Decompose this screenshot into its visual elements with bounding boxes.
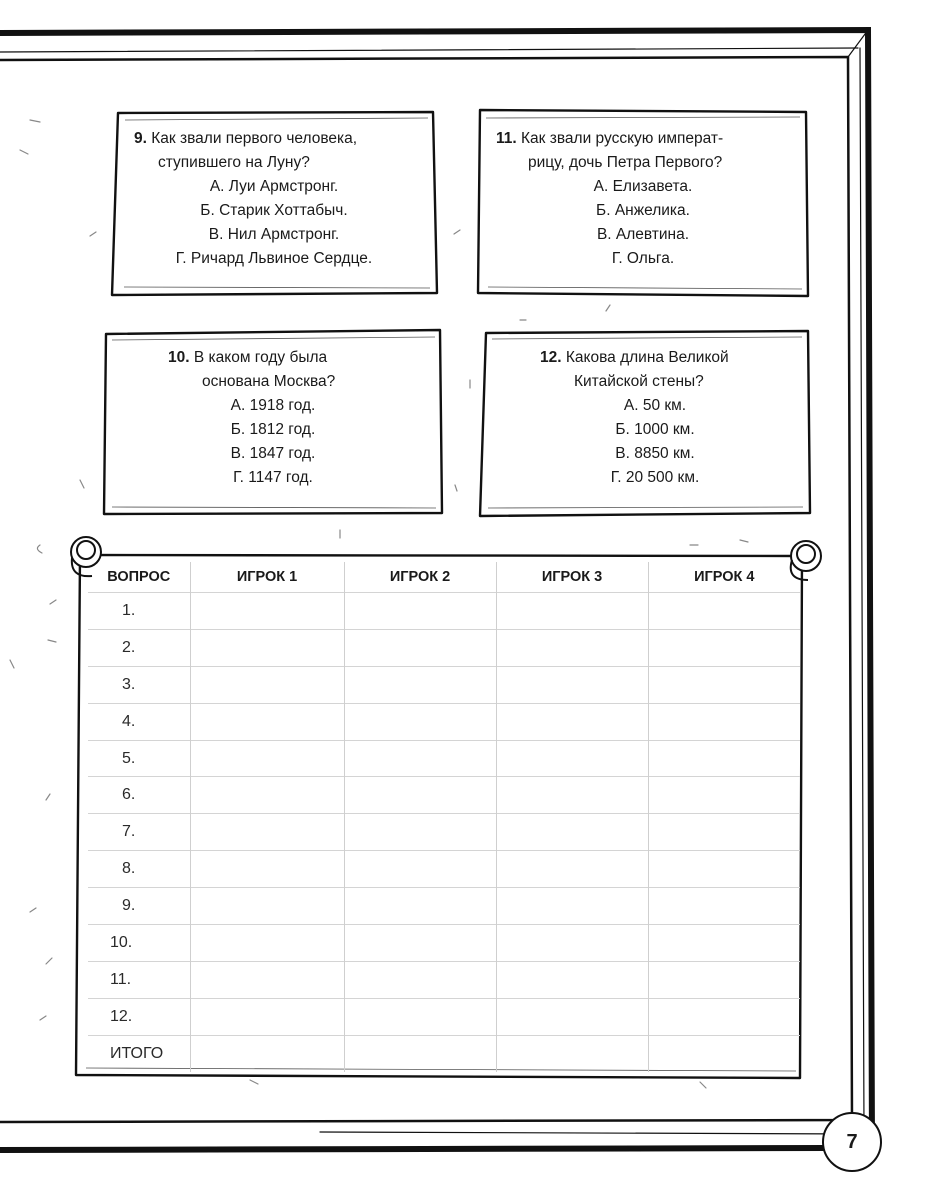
question-text-line-2: основана Москва? xyxy=(202,373,336,390)
score-cell-player-2[interactable] xyxy=(344,629,496,666)
score-cell-player-3[interactable] xyxy=(496,593,648,630)
score-cell-player-4[interactable] xyxy=(648,777,800,814)
question-title xyxy=(124,127,424,151)
score-cell-player-4[interactable] xyxy=(648,814,800,851)
score-cell-player-4[interactable] xyxy=(648,740,800,777)
table-row xyxy=(88,851,800,888)
question-text-line-1: В каком году была xyxy=(193,349,328,366)
score-cell-player-4[interactable] xyxy=(648,593,800,630)
question-number: 11. xyxy=(496,130,517,147)
header-player-3: ИГРОК 3 xyxy=(496,562,648,593)
answer-option-b: Б. Анжелика. xyxy=(596,202,690,219)
score-cell-player-3[interactable] xyxy=(496,777,648,814)
question-title xyxy=(118,346,428,370)
row-label: 12. xyxy=(88,998,190,1035)
question-card-11 xyxy=(488,127,798,271)
score-cell-player-2[interactable] xyxy=(344,851,496,888)
score-cell-player-1[interactable] xyxy=(190,888,344,925)
question-number: 12. xyxy=(540,349,562,366)
answer-option-b: Б. Старик Хоттабыч. xyxy=(200,202,348,219)
score-cell-player-3[interactable] xyxy=(496,629,648,666)
score-cell-player-3[interactable] xyxy=(496,1035,648,1071)
answer-option-b: Б. 1812 год. xyxy=(230,421,316,438)
question-title xyxy=(500,346,810,370)
score-cell-player-2[interactable] xyxy=(344,1035,496,1071)
question-text-line-1: Как звали первого человека, xyxy=(151,130,358,147)
question-number: 9. xyxy=(134,130,147,147)
score-cell-player-2[interactable] xyxy=(344,998,496,1035)
table-row xyxy=(88,925,800,962)
score-cell-player-4[interactable] xyxy=(648,851,800,888)
score-cell-player-1[interactable] xyxy=(190,961,344,998)
table-row xyxy=(88,666,800,703)
row-label: 6. xyxy=(88,777,190,814)
score-cell-player-2[interactable] xyxy=(344,740,496,777)
score-cell-player-3[interactable] xyxy=(496,740,648,777)
answer-option-a: А. 50 км. xyxy=(623,397,687,414)
row-label: 3. xyxy=(88,666,190,703)
score-cell-player-1[interactable] xyxy=(190,593,344,630)
header-player-4: ИГРОК 4 xyxy=(694,569,755,585)
question-text-line-2: ступившего на Луну? xyxy=(158,154,310,171)
row-label: 9. xyxy=(88,888,190,925)
score-cell-player-2[interactable] xyxy=(344,925,496,962)
table-row xyxy=(88,814,800,851)
score-cell-player-2[interactable] xyxy=(344,814,496,851)
score-cell-player-1[interactable] xyxy=(190,666,344,703)
header-player-2: ИГРОК 2 xyxy=(344,562,496,593)
score-cell-player-1[interactable] xyxy=(190,998,344,1035)
score-cell-player-2[interactable] xyxy=(344,961,496,998)
score-cell-player-1[interactable] xyxy=(190,851,344,888)
row-label: 1. xyxy=(88,593,190,630)
score-cell-player-3[interactable] xyxy=(496,925,648,962)
score-cell-player-1[interactable] xyxy=(190,814,344,851)
page-number: 7 xyxy=(846,1131,858,1153)
row-label: 8. xyxy=(88,851,190,888)
answer-option-d: Г. Ричард Львиное Сердце. xyxy=(175,250,373,267)
header-player-1: ИГРОК 1 xyxy=(190,562,344,593)
score-cell-player-2[interactable] xyxy=(344,593,496,630)
score-cell-player-3[interactable] xyxy=(496,888,648,925)
score-cell-player-3[interactable] xyxy=(496,851,648,888)
answer-option-c: В. Нил Армстронг. xyxy=(208,226,340,243)
answer-option-a: А. 1918 год. xyxy=(230,397,316,414)
score-cell-player-4[interactable] xyxy=(648,703,800,740)
score-cell-player-2[interactable] xyxy=(344,777,496,814)
score-cell-player-4[interactable] xyxy=(648,998,800,1035)
table-row xyxy=(88,998,800,1035)
row-label: 10. xyxy=(88,925,190,962)
score-cell-player-3[interactable] xyxy=(496,703,648,740)
answer-option-a: А. Луи Армстронг. xyxy=(209,178,339,195)
score-cell-player-4[interactable] xyxy=(648,629,800,666)
score-cell-player-1[interactable] xyxy=(190,925,344,962)
table-row xyxy=(88,629,800,666)
row-label: 2. xyxy=(88,629,190,666)
score-cell-player-2[interactable] xyxy=(344,888,496,925)
answer-option-c: В. Алевтина. xyxy=(596,226,690,243)
question-card-10 xyxy=(118,346,428,490)
table-row xyxy=(88,703,800,740)
question-text-line-1: Какова длина Великой xyxy=(565,349,729,366)
table-row xyxy=(88,740,800,777)
question-title xyxy=(488,127,798,151)
question-card-12 xyxy=(500,346,810,490)
score-cell-player-1[interactable] xyxy=(190,1035,344,1071)
header-question: ВОПРОС xyxy=(88,562,190,593)
score-cell-player-4[interactable] xyxy=(648,925,800,962)
table-row xyxy=(88,961,800,998)
question-text-line-2: Китайской стены? xyxy=(574,373,704,390)
question-number: 10. xyxy=(168,349,190,366)
score-cell-player-4[interactable] xyxy=(648,666,800,703)
score-cell-player-1[interactable] xyxy=(190,629,344,666)
row-label: 7. xyxy=(88,814,190,851)
score-cell-player-2[interactable] xyxy=(344,666,496,703)
table-row xyxy=(88,593,800,630)
score-cell-player-3[interactable] xyxy=(496,666,648,703)
score-cell-player-1[interactable] xyxy=(190,777,344,814)
answer-option-c: В. 8850 км. xyxy=(615,445,695,462)
score-cell-player-4[interactable] xyxy=(648,961,800,998)
answer-option-a: А. Елизавета. xyxy=(593,178,693,195)
score-table xyxy=(88,562,800,1072)
table-row xyxy=(88,888,800,925)
row-label: ИТОГО xyxy=(88,1035,190,1071)
answer-option-d: Г. Ольга. xyxy=(611,250,675,267)
table-row xyxy=(88,777,800,814)
score-cell-player-2[interactable] xyxy=(344,703,496,740)
answer-option-d: Г. 1147 год. xyxy=(233,469,313,486)
row-label: 5. xyxy=(88,740,190,777)
question-text-line-1: Как звали русскую императ- xyxy=(521,130,724,147)
score-table-body xyxy=(88,593,800,1072)
score-cell-player-1[interactable] xyxy=(190,740,344,777)
score-cell-player-3[interactable] xyxy=(496,961,648,998)
question-text-line-2: рицу, дочь Петра Первого? xyxy=(528,154,723,171)
question-card-9 xyxy=(124,127,424,271)
table-header-row xyxy=(88,562,800,593)
answer-option-d: Г. 20 500 км. xyxy=(610,469,700,486)
answer-option-b: Б. 1000 км. xyxy=(615,421,695,438)
score-cell-player-4[interactable] xyxy=(648,1035,800,1071)
score-cell-player-1[interactable] xyxy=(190,703,344,740)
answer-option-c: В. 1847 год. xyxy=(230,445,316,462)
table-row xyxy=(88,1035,800,1071)
score-cell-player-3[interactable] xyxy=(496,998,648,1035)
row-label: 4. xyxy=(88,703,190,740)
score-cell-player-3[interactable] xyxy=(496,814,648,851)
row-label: 11. xyxy=(88,961,190,998)
score-cell-player-4[interactable] xyxy=(648,888,800,925)
